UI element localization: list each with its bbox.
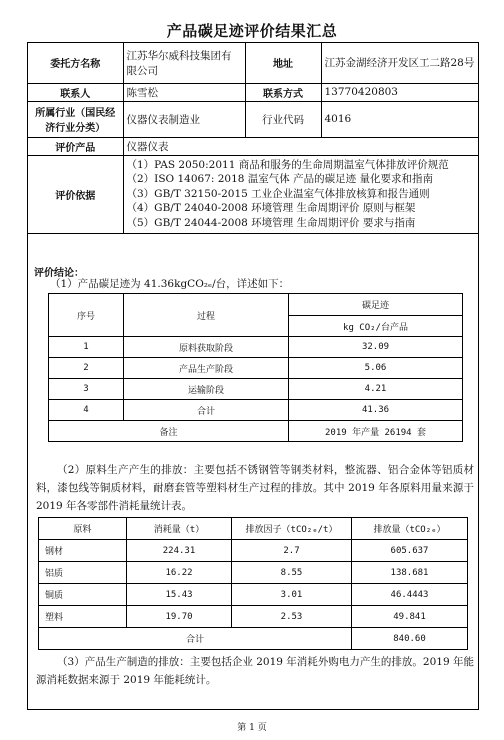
address-value: 江苏金湖经济开发区工二路28号 (321, 43, 478, 83)
phone-label: 联系方式 (245, 83, 321, 101)
paragraph-raw-material: （2）原料生产产生的排放：主要包括不锈钢管等钢类材料，整流器、铝合金体等铝质材料，漆包线等铜质材料，耐磨套管等塑料材生产过程的排放。其中 2019 年各原料用量来源于 2019 年各零部件消耗量统计表。 (36, 464, 474, 512)
basis-item: （2）ISO 14067: 2018 温室气体 产品的碳足迹 量化要求和指南 (126, 173, 433, 186)
t2-header: 原料 (39, 518, 127, 540)
table-row (49, 358, 463, 379)
t1-cell-value: 4.21 (289, 379, 463, 400)
basis-item: （5）GB/T 24044-2008 环境管理 生命周期评价 要求与指南 (126, 216, 416, 229)
industry-label: 所属行业（国民经济行业分类） (28, 101, 123, 137)
t1-cell-process: 原料获取阶段 (124, 337, 289, 358)
table-row (39, 584, 468, 606)
t2-total-label: 合计 (39, 628, 352, 650)
t2-cell: 49.841 (352, 606, 468, 628)
t2-header: 排放量（tCO₂ₑ） (352, 518, 468, 540)
table-row (49, 400, 463, 421)
table-row (39, 540, 468, 562)
code-label: 行业代码 (245, 101, 321, 137)
table-row (39, 562, 468, 584)
t2-cell: 224.31 (127, 540, 232, 562)
basis-item: （1）PAS 2050:2011 商品和服务的生命周期温室气体排放评价规范 (126, 158, 449, 171)
contact-value: 陈雪松 (123, 83, 245, 101)
t2-cell: 16.22 (127, 562, 232, 584)
t2-cell: 19.70 (127, 606, 232, 628)
t2-cell: 46.4443 (352, 584, 468, 606)
client-label: 委托方名称 (28, 43, 123, 83)
product-label: 评价产品 (28, 137, 123, 155)
t1-note-label: 备注 (49, 421, 289, 442)
table-row (49, 379, 463, 400)
basis-label: 评价依据 (28, 155, 123, 233)
t1-cell-process: 产品生产阶段 (124, 358, 289, 379)
t2-cell: 3.01 (232, 584, 352, 606)
t1-cell-process: 运输阶段 (124, 379, 289, 400)
t1-header-no: 序号 (49, 294, 124, 337)
t1-cell-process: 合计 (124, 400, 289, 421)
industry-value: 仪器仪表制造业 (123, 101, 245, 137)
client-value: 江苏华尔威科技集团有限公司 (123, 43, 245, 83)
basis-item: （3）GB/T 32150-2015 工业企业温室气体排放核算和报告通则 (126, 187, 430, 200)
contact-label: 联系人 (28, 83, 123, 101)
t1-cell-value: 5.06 (289, 358, 463, 379)
t1-cell-value: 41.36 (289, 400, 463, 421)
basis-list (123, 155, 478, 233)
t1-cell-no: 3 (49, 379, 124, 400)
conclusion-heading: 评价结论： (34, 268, 84, 279)
t1-cell-value: 32.09 (289, 337, 463, 358)
paragraph-production: （3）产品生产制造的排放：主要包括企业 2019 年消耗外购电力产生的排放。2019 年能源消耗数据来源于 2019 年能耗统计。 (36, 656, 474, 686)
table-row (39, 606, 468, 628)
t1-header-cf: 碳足迹 (289, 294, 463, 316)
raw-material-table (38, 517, 468, 650)
product-value: 仪器仪表 (123, 137, 478, 155)
info-table (28, 43, 478, 234)
t2-cell: 15.43 (127, 584, 232, 606)
carbon-footprint-table (48, 293, 463, 442)
t2-cell: 铜质 (39, 584, 127, 606)
t2-header: 排放因子（tCO₂ₑ/t） (232, 518, 352, 540)
page-title: 产品碳足迹评价结果汇总 (166, 22, 338, 40)
t2-cell: 138.681 (352, 562, 468, 584)
t2-cell: 605.637 (352, 540, 468, 562)
code-value: 4016 (321, 101, 478, 137)
conclusion-line-1: （1）产品碳足迹为 41.36kgCO₂ₑ/台，详述如下： (50, 278, 290, 290)
t1-cell-no: 2 (49, 358, 124, 379)
t2-cell: 2.53 (232, 606, 352, 628)
t1-note-value: 2019 年产量 26194 套 (289, 421, 463, 442)
summary-sheet (27, 42, 479, 710)
basis-item: （4）GB/T 24040-2008 环境管理 生命周期评价 原则与框架 (126, 202, 416, 215)
t1-header-unit: kg CO₂/台产品 (289, 316, 463, 337)
t2-cell: 8.55 (232, 562, 352, 584)
t2-cell: 2.7 (232, 540, 352, 562)
t1-cell-no: 1 (49, 337, 124, 358)
page-number: 第 1 页 (237, 723, 267, 733)
t1-header-process: 过程 (124, 294, 289, 337)
t1-cell-no: 4 (49, 400, 124, 421)
t2-cell: 铝质 (39, 562, 127, 584)
t2-cell: 钢材 (39, 540, 127, 562)
phone-value: 13770420803 (321, 83, 478, 101)
t2-total-value: 840.60 (352, 628, 468, 650)
t2-cell: 塑料 (39, 606, 127, 628)
t2-header: 消耗量（t） (127, 518, 232, 540)
address-label: 地址 (245, 43, 321, 83)
table-row (49, 337, 463, 358)
table-row (39, 628, 468, 650)
table-row (49, 421, 463, 442)
